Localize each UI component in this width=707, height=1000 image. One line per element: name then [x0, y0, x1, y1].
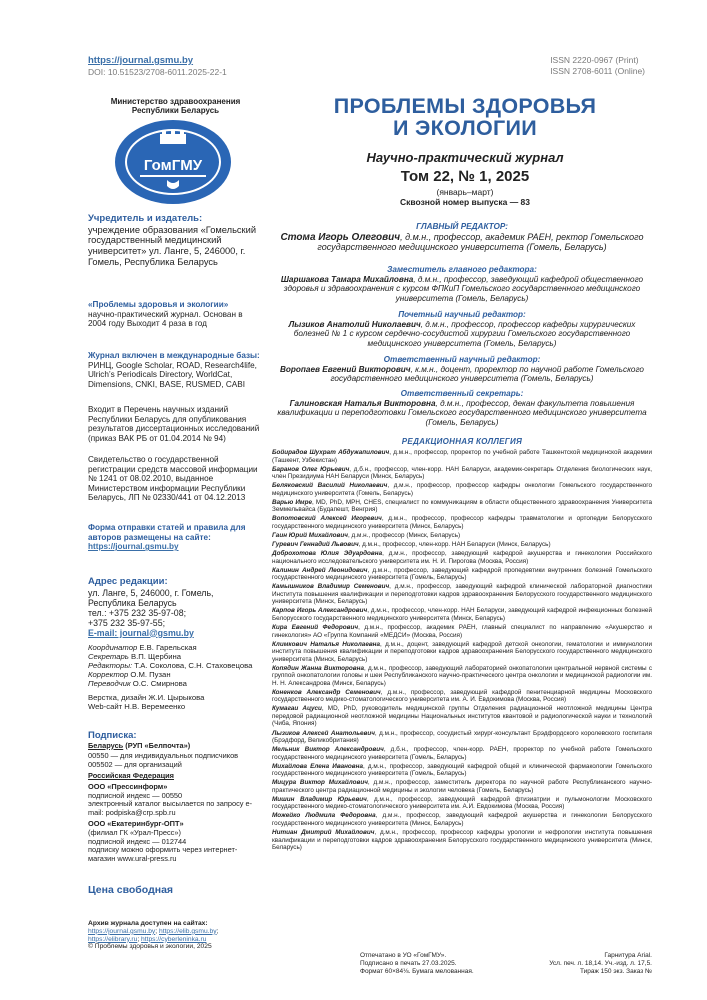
- vak-block: [88, 405, 263, 443]
- layout-text: Верстка, дизайн Ж.И. Цырыкова: [88, 693, 205, 702]
- staff-role: Редакторы:: [88, 661, 133, 670]
- staff-name: В.П. Щербина: [128, 652, 182, 661]
- board-member: [272, 829, 652, 852]
- sub-russia-org2-text: подписку можно оформить через интернет-магазин www.ural-press.ru: [88, 845, 238, 863]
- price-text: Цена свободная: [88, 884, 174, 896]
- member-desc: , д.м.н., профессор, заведующий кафедрой фтизиатрии и пульмонологии Московского государственного медико-стоматологического университета им. А.И. Евдокимова (Москва, Россия): [272, 795, 652, 811]
- header-left: [88, 55, 227, 77]
- editor-block: [272, 310, 652, 348]
- board-member: [272, 550, 652, 565]
- member-desc: , MD, PhD, руководитель медицинской группы Отделения радиационной неотложной медицины Центра передовой радиационной неотложной медицины Национальных институтов квантовой и радиологической науки и технологий (Чиба, Япония): [272, 705, 652, 728]
- founder-text: учреждение образования «Гомельский государственный медицинский университет» ул. Ланге, 5, 246000, г. Гомель, Республика Беларусь: [88, 224, 257, 267]
- sub-belarus-2: 005502 — для организаций: [88, 759, 182, 769]
- staff-block: [88, 643, 263, 711]
- index-heading: Журнал включен в международные базы:: [88, 351, 260, 360]
- journal-period: (январь–март): [436, 187, 494, 197]
- staff-role: Корректор: [88, 670, 129, 679]
- member-name: Коненков Александр Семенович: [272, 688, 381, 696]
- staff-row: [88, 661, 263, 670]
- sub-belarus-label: Беларусь: [88, 740, 124, 750]
- member-name: Варью Имре: [272, 498, 313, 506]
- registration-block: [88, 455, 263, 503]
- board-member: [272, 449, 652, 464]
- run-text: Тираж 150 экз. Заказ №: [579, 967, 652, 975]
- staff-role: Переводчик: [88, 679, 131, 688]
- editor-desc: , д.м.н., профессор, академик РАЕН, ректор Гомельского государственного медицинского университета (Гомель, Беларусь): [317, 231, 644, 253]
- sub-russia-org1-index: подписной индекс — 00550: [88, 790, 183, 800]
- font-text: Гарнитура Arial.: [604, 952, 652, 959]
- archive-link[interactable]: https://journal.gsmu.by: [88, 927, 156, 935]
- member-name: Доброхотова Юлия Эдуардовна: [272, 550, 383, 558]
- sub-russia-org2-sub: (филиал ГК «Урал-Пресс»): [88, 827, 181, 837]
- journal-url-link[interactable]: https://journal.gsmu.by: [88, 55, 194, 66]
- board-member: [272, 689, 652, 704]
- member-desc: , д.б.н., профессор, член-корр. РАЕН, проректор по учебной работе Гомельского государственного медицинского университета (Гомель, Беларусь): [272, 746, 652, 761]
- university-logo: [112, 118, 234, 206]
- editor-role: ГЛАВНЫЙ РЕДАКТОР:: [416, 222, 508, 231]
- journal-issue: Сквозной номер выпуска — 83: [399, 197, 531, 207]
- about-text: научно-практический журнал. Основан в 2004 году Выходит 4 раза в год: [88, 309, 243, 329]
- archive-block: Архив журнала доступен на сайтах: https://journal.gsmu.by; https://elib.gsmu.by; https://elibrary.ru; https://cyberleninka.ru © Проблемы здоровья и экологии, 2025: [88, 920, 268, 951]
- board-member: [272, 482, 652, 497]
- staff-role: Секретарь: [88, 652, 129, 661]
- sub-russia-org1-text: электронный каталог высылается по запросу e-mail: podpiska@crp.spb.ru: [88, 799, 253, 817]
- staff-row: [88, 679, 263, 688]
- editor-role: Почетный научный редактор:: [398, 310, 526, 319]
- journal-subtitle: Научно-практический журнал: [366, 150, 564, 165]
- editor-desc: , д.м.н., профессор, профессор кафедры хирургических болезней № 1 с курсом сердечно-сосудистой хирургии Гомельского государственного медицинского университета (Гомель, Беларусь): [293, 319, 636, 348]
- board-member: [272, 746, 652, 761]
- member-name: Мельник Виктор Александрович: [272, 746, 384, 754]
- editor-block: [272, 389, 652, 427]
- member-desc: , д.м.н., профессор, проректор по учебной работе Ташкентской медицинской академии (Ташкент, Узбекистан): [272, 449, 653, 464]
- member-desc: , д.м.н., профессор, академик РАЕН, главный специалист по направлению «Акушерство и гинекология» АО «Группа Компаний «МЕДСИ» (Москва, Россия): [272, 624, 652, 639]
- address-block: [88, 577, 263, 638]
- forms-block: [88, 523, 263, 552]
- subscription-block: [88, 731, 263, 863]
- sub-belarus-org: (РУП «Белпочта»): [123, 740, 191, 750]
- subscription-heading: Подписка:: [88, 730, 137, 741]
- staff-row: [88, 643, 263, 652]
- vak-text: Входит в Перечень научных изданий Республики Беларусь для опубликования результатов диссертационных исследований (приказ ВАК РБ от 01.04.2014 № 94): [88, 405, 260, 443]
- member-desc: , д.м.н., профессор, член-корр. НАН Беларуси, заведующий кафедрой инфекционных болезней Белорусского государственного медицинского университета (Минск, Беларусь): [272, 607, 652, 622]
- member-name: Климкович Наталья Николаевна: [272, 640, 381, 648]
- issn-online: ISSN 2708-6011 (Online): [550, 66, 645, 76]
- editor-desc: , к.м.н., доцент, проректор по научной работе Гомельского государственного медицинского университета (Гомель, Беларусь): [330, 364, 644, 384]
- tel2-text: +375 232 35-97-55;: [88, 617, 166, 628]
- sub-russia-org1: ООО «Прессинформ»: [88, 781, 168, 791]
- staff-name: Е.В. Гарельская: [137, 643, 197, 652]
- editor-name: Воропаев Евгений Викторович: [280, 364, 411, 374]
- member-name: Калинин Андрей Леонидович: [272, 566, 368, 574]
- editor-block: [272, 265, 652, 303]
- staff-name: Т.А. Соколова, С.Н. Стаховецова: [132, 661, 253, 670]
- board-member: [272, 583, 652, 606]
- about-block: [88, 300, 263, 329]
- sheets-text: Усл. печ. л. 18,14. Уч.-изд. л. 17,5.: [549, 959, 652, 967]
- registration-text: Свидетельство о государственной регистрации средств массовой информации № 1241 от 08.02.2010, выданное Министерством информации Республики Беларусь, ЛП № 02330/441 от 04.12.2013: [88, 455, 258, 503]
- header-right: [550, 55, 645, 77]
- logo-text: ГомГМУ: [143, 157, 203, 174]
- member-desc: , д.м.н., профессор, заместитель директора по научной работе Республиканского научно-практического центра радиационной медицины и экологии человека (Гомель, Беларусь): [272, 779, 652, 794]
- staff-row: [88, 652, 263, 661]
- journal-title-line1: ПРОБЛЕМЫ ЗДОРОВЬЯ: [333, 94, 597, 118]
- member-desc: , д.м.н., доцент, заведующий кафедрой детской онкологии, гематологии и иммунологии института повышения квалификации и переподготовки кадров здравоохранения Белорусского государственного медицинского университета (Минск, Беларусь): [272, 640, 652, 663]
- member-name: Лызиков Алексей Анатольевич: [272, 729, 375, 737]
- about-heading: «Проблемы здоровья и экологии»: [88, 300, 229, 309]
- member-desc: , MD, PhD, MPH, CHES, специалист по коммуникациям в области общественного здравоохранения Университета Земмельвайса (Будапешт, Венгрия): [272, 498, 652, 514]
- editor-name: Шаршакова Тамара Михайловна: [280, 274, 414, 284]
- member-desc: , д.м.н., профессор, профессор кафедры травматологии и ортопедии Белорусского государственного медицинского университета (Минск, Беларусь): [272, 515, 652, 530]
- format-text: Формат 60×84⅛. Бумага мелованная.: [360, 967, 474, 975]
- member-desc: , д.м.н., профессор, заведующий кафедрой акушерства и гинекологии Российского национального исследовательского университета им. Н. И. Пирогова (Москва, Россия): [272, 550, 652, 565]
- editor-role: Ответственный научный редактор:: [383, 355, 541, 364]
- editor-role: Заместитель главного редактора:: [387, 265, 537, 274]
- archive-link[interactable]: https://elibrary.ru: [88, 935, 138, 943]
- member-name: Михайлова Елена Ивановна: [272, 762, 363, 770]
- sub-russia-org2: ООО «Екатеринбург-ОПТ»: [88, 819, 184, 829]
- member-desc: , д.м.н., профессор, сосудистый хирург-консультант Брэдфордского королевского госпиталя (Брэдфорд, Великобритания): [272, 729, 652, 744]
- editor-block: [272, 222, 652, 253]
- editor-name: Лызиков Анатолий Николаевич: [288, 319, 421, 329]
- ministry-heading: Министерство здравоохранения Республики Беларусь: [110, 97, 241, 115]
- sub-belarus-1: 00550 — для индивидуальных подписчиков: [88, 751, 239, 761]
- email-link[interactable]: E-mail: journal@gsmu.by: [88, 627, 194, 638]
- archive-title: Архив журнала доступен на сайтах:: [88, 920, 208, 927]
- staff-role: Координатор: [88, 643, 138, 652]
- member-name: Мишин Владимир Юрьевич: [272, 795, 367, 803]
- index-block: [88, 351, 263, 389]
- editor-name: Стома Игорь Олегович: [280, 231, 401, 243]
- member-name: Баранов Олег Юрьевич: [272, 465, 350, 473]
- member-name: Гаин Юрий Михайлович: [272, 531, 348, 539]
- board-member: [272, 665, 652, 688]
- tel-text: тел.: +375 232 35-97-08;: [88, 607, 187, 618]
- sub-russia-org2-index: подписной индекс — 012744: [88, 836, 187, 846]
- journal-title-line2: И ЭКОЛОГИИ: [393, 116, 537, 140]
- member-desc: , д.м.н., профессор, профессор кафедры онкологии Гомельского государственного медицинского университета (Гомель, Беларусь): [272, 482, 652, 497]
- editor-desc: , д.м.н., профессор, декан факультета повышения квалификации и переподготовки Гомельского государственного медицинского университета (Гомель, Беларусь): [277, 398, 647, 427]
- staff-row: [88, 670, 263, 679]
- board-title: РЕДАКЦИОННАЯ КОЛЛЕГИЯ: [401, 437, 523, 446]
- forms-link[interactable]: https://journal.gsmu.by: [88, 542, 179, 552]
- board-member: [272, 567, 652, 582]
- member-name: Копядин Жанна Викторовна: [272, 664, 364, 672]
- editor-role: Ответственный секретарь:: [400, 389, 524, 398]
- member-name: Карпов Игорь Александрович: [272, 607, 368, 615]
- sub-russia-label: Российская Федерация: [88, 771, 174, 781]
- address-text: ул. Ланге, 5, 246000, г. Гомель, Республика Беларусь: [88, 587, 214, 608]
- member-name: Кумагаи Ацуси: [272, 705, 322, 713]
- board-list: [272, 449, 652, 853]
- board-member: [272, 796, 652, 811]
- staff-name: О.С. Смирнова: [130, 679, 187, 688]
- board-member: [272, 705, 652, 728]
- board-member: [272, 624, 652, 639]
- member-desc: , д.м.н., профессор, профессор кафедры урологии и нефрологии института повышения квалификации и переподготовки кадров здравоохранения Белорусского государственного медицинского университета (Минск, Беларусь): [272, 829, 652, 852]
- member-name: Мицура Виктор Михайлович: [272, 779, 368, 787]
- member-desc: , д.м.н., профессор, член-корр. НАН Беларуси (Минск, Беларусь): [358, 541, 551, 549]
- member-name: Камышников Владимир Семенович: [272, 583, 390, 591]
- signed-text: Подписано в печать 27.03.2025.: [360, 959, 457, 967]
- issn-print: ISSN 2220-0967 (Print): [550, 55, 639, 65]
- member-name: Бойирадов Шухрат Абдужапилович: [272, 449, 390, 456]
- archive-link[interactable]: https://cyberleninka.ru: [141, 935, 207, 943]
- board-member: [272, 779, 652, 794]
- board-member: [272, 607, 652, 622]
- journal-title: [280, 95, 650, 139]
- member-desc: , д.м.н., профессор, заведующий кафедрой акушерства и гинекологии Белорусского государственного медицинского университета (Минск, Беларусь): [272, 812, 652, 827]
- member-desc: , д.м.н., профессор, заведующий кафедрой пенитенциарной медицины Московского государственного медико-стоматологического университета им. А. И. Евдокимова (Москва, Россия): [272, 688, 652, 704]
- founder-heading: Учредитель и издатель:: [88, 213, 203, 224]
- archive-link[interactable]: https://elib.gsmu.by: [159, 927, 217, 935]
- editor-name: Галиновская Наталья Викторовна: [289, 398, 436, 408]
- web-text: Web-сайт Н.В. Веремеенко: [88, 702, 186, 711]
- member-desc: , д.м.н., профессор, заведующий лабораторией онкопатологии центральной нервной системы с группой онкопатологии головы и шеи Республиканского научно-практического центра онкологии и медицинской радиологии им. Н. Н. Александрова (Минск, Беларусь): [272, 664, 652, 687]
- forms-heading: Форма отправки статей и правила для авторов размещены на сайте:: [88, 523, 246, 542]
- printed-text: Отпечатано в УО «ГомГМУ».: [360, 952, 447, 959]
- member-desc: , д.м.н., профессор, заведующий кафедрой пропедевтики внутренних болезней Гомельского государственного медицинского университета (Гомель, Беларусь): [272, 566, 652, 582]
- member-desc: , д.м.н., профессор, заведующий кафедрой клинической лабораторной диагностики Института повышения квалификации и переподготовки кадров здравоохранения Белорусского государственного медицинского университета (Минск, Беларусь): [272, 583, 652, 606]
- member-name: Нитиан Дмитрий Михайлович: [272, 829, 375, 837]
- member-desc: , д.м.н., профессор (Минск, Беларусь): [347, 531, 461, 539]
- staff-name: О.М. Пузан: [128, 670, 171, 679]
- member-name: Кира Евгений Федорович: [272, 624, 359, 632]
- editor-block: [272, 355, 652, 384]
- editor-desc: , д.м.н., профессор, заведующий кафедрой общественного здоровья и здравоохранения с курсом ФПКиП Гомельского государственного медицинского университета (Гомель, Беларусь): [283, 274, 644, 303]
- board-member: [272, 730, 652, 745]
- founder-block: [88, 214, 263, 268]
- board-member: [272, 466, 652, 481]
- member-name: Можейко Людмила Федоровна: [272, 812, 376, 820]
- board-member: [272, 515, 652, 530]
- doi-text: DOI: 10.51523/2708-6011.2025-22-1: [88, 67, 227, 77]
- journal-volume: Том 22, № 1, 2025: [400, 168, 530, 185]
- board-member: [272, 499, 652, 514]
- board-member: [272, 541, 652, 549]
- board-member: [272, 812, 652, 827]
- copyright-text: © Проблемы здоровья и экологии, 2025: [88, 943, 212, 951]
- print-specs: [532, 952, 652, 975]
- print-info: [360, 952, 474, 975]
- board-member: [272, 532, 652, 540]
- member-name: Вопотовский Алексей Игоревич: [272, 515, 382, 523]
- member-desc: , д.м.н., профессор, заведующий кафедрой общей и клинической фармакологии Гомельского государственного медицинского университета (Гомель, Беларусь): [272, 762, 652, 778]
- member-desc: , д.б.н., профессор, член-корр. НАН Беларуси, академик-секретарь Отделения биологических наук, член Президиума НАН Беларуси (Минск, Беларусь): [272, 465, 652, 481]
- member-name: Гуревич Геннадий Львович: [272, 541, 359, 549]
- board-member: [272, 641, 652, 664]
- address-heading: Адрес редакции:: [88, 576, 168, 587]
- member-name: Беляковский Василий Николаевич: [272, 482, 388, 490]
- board-member: [272, 763, 652, 778]
- index-text: РИНЦ, Google Scholar, ROAD, Research4life, Ulrich’s Periodicals Directory, WorldCat, Dimensions, CNKI, BASE, RUSMED, CABI: [88, 360, 257, 389]
